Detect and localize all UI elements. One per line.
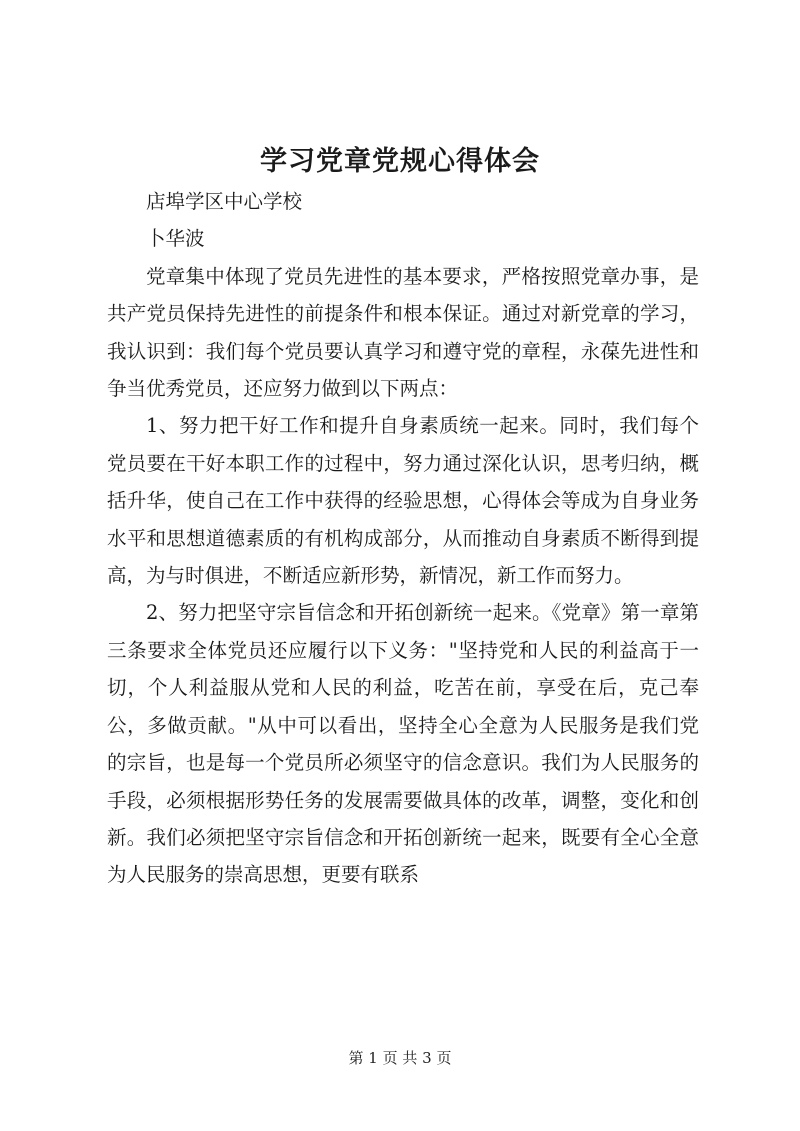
page-footer: 第 1 页 共 3 页 (348, 1049, 452, 1067)
paragraph-intro: 党章集中体现了党员先进性的基本要求，严格按照党章办事，是共产党员保持先进性的前提条件和根本保证。通过对新党章的学习，我认识到：我们每个党员要认真学习和遵守党的章程，永葆先进性和争当优秀党员，还应努力做到以下两点： (107, 264, 699, 401)
document-title: 学习党章党规心得体会 (260, 146, 540, 177)
paragraph-point-2: 2、努力把坚守宗旨信念和开拓创新统一起来。《党章》第一章第三条要求全体党员还应履行以下义务："坚持党和人民的利益高于一切，个人利益服从党和人民的利益，吃苦在前，享受在后，克己奉公，多做贡献。"从中可以看出，坚持全心全意为人民服务是我们党的宗旨，也是每一个党员所必须坚守的信念意识。我们为人民服务的手段，必须根据形势任务的发展需要做具体的改革，调整，变化和创新。我们必须把坚守宗旨信念和开拓创新统一起来，既要有全心全意为人民服务的崇高思想，更要有联系 (107, 601, 699, 887)
paragraph-point-1: 1、努力把干好工作和提升自身素质统一起来。同时，我们每个党员要在干好本职工作的过程中，努力通过深化认识，思考归纳，概括升华，使自己在工作中获得的经验思想，心得体会等成为自身业务水平和思想道德素质的有机构成部分，从而推动自身素质不断得到提高，为与时俱进，不断适应新形势，新情况，新工作而努力。 (107, 414, 699, 588)
school-name: 店埠学区中心学校 (146, 190, 303, 213)
author-name: 卜华波 (146, 227, 205, 251)
document-body (107, 183, 699, 894)
